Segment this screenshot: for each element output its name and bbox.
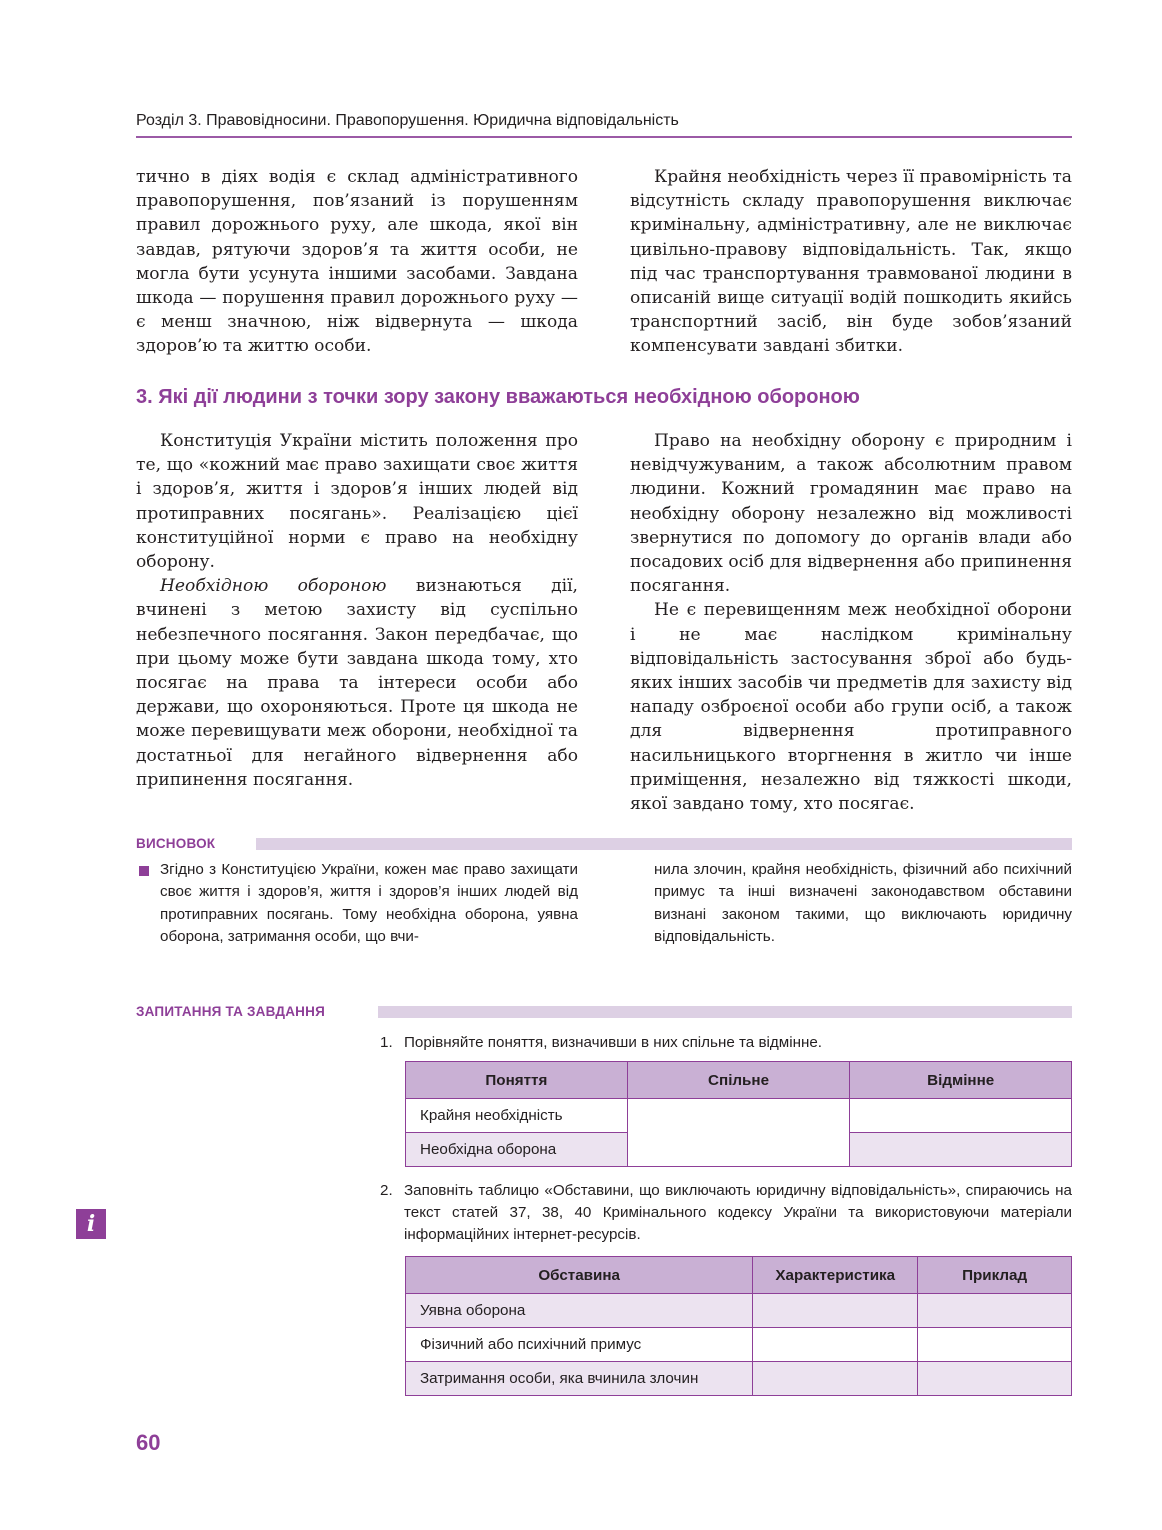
circumstance-cell: Фізичний або психічний примус [406,1328,753,1362]
intro-right-text: Крайня необхідність через її правомірність та відсутність складу правопорушення виключає кримінальну, адміністративну, але не виключає цивільно-правову відповідальність. Так, якщо під час транспортування травмованої людини в описаній вище ситуації водій пошкодить якийсь транспортний засіб, він буде зобов’язаний компенсувати завдані збитки. [630,167,1072,357]
table-header-cell: Характеристика [753,1257,918,1294]
term-necessary-defense: Необхідною обороною [160,576,387,597]
circumstance-cell: Затримання особи, яка вчинила злочин [406,1362,753,1396]
task-2-number: 2. [380,1182,393,1199]
conclusion-left-paragraph: Згідно з Конституцією України, кожен має право захищати своє життя і здоров’я, життя і здоров’я інших людей від протиправних посягань. Тому необхідна оборона, уявна оборона, затримання особи, що вчи- [160,861,578,945]
page-number: 60 [136,1430,161,1455]
table-row [406,1099,1072,1133]
task-1-number: 1. [380,1034,393,1051]
table-header-row [406,1257,1072,1294]
concept-cell: Крайня необхідність [406,1099,628,1133]
table-header-cell: Приклад [918,1257,1072,1294]
section-left-paragraph-2 [136,574,578,792]
intro-left-column [136,165,578,359]
table-header-cell: Поняття [406,1062,628,1099]
bullet-square-icon [139,866,149,876]
difference-cell[interactable] [850,1133,1072,1167]
questions-label: ЗАПИТАННЯ ТА ЗАВДАННЯ [136,1004,325,1019]
characteristic-cell[interactable] [753,1362,918,1396]
section-right-paragraph-1: Право на необхідну оборону є природним і невідчужуваним, а також абсолютним правом людини. Кожний громадянин має право на необхідну оборону незалежно від можливості звернутися по допомогу до органів влади або посадових осіб для відвернення або припинення посягання. [630,431,1072,597]
task-2-text: Заповніть таблицю «Обставини, що виключають юридичну відповідальність», спираючись на текст статей 37, 38, 40 Кримінального кодексу України та використовуючи матеріали інформаційних інтернет-ресурсів. [404,1182,1072,1243]
task-2 [380,1180,1072,1248]
circumstance-cell: Уявна оборона [406,1294,753,1328]
concept-cell: Необхідна оборона [406,1133,628,1167]
table-header-cell: Обставина [406,1257,753,1294]
intro-right-column [630,165,1072,359]
section-left-column [136,429,578,792]
header-rule [136,136,1072,138]
task-1-text: Порівняйте поняття, визначивши в них спільне та відмінне. [404,1034,823,1051]
info-icon[interactable]: i [76,1209,106,1239]
common-cell[interactable] [627,1099,850,1167]
table-header-cell: Відмінне [850,1062,1072,1099]
example-cell[interactable] [918,1362,1072,1396]
conclusion-right-paragraph: нила злочин, крайня необхідність, фізичний або психічний примус та інші визначені законодавством обставини визнані законом такими, що виключають юридичну відповідальність. [654,861,1072,945]
section-left-paragraph-1: Конституція України містить положення про те, що «кожний має право захищати своє життя і здоров’я, життя і здоров’я інших людей від протиправних посягань». Реалізацією цієї конституційної норми є право на необхідну оборону. [136,431,578,573]
table-header-row [406,1062,1072,1099]
table-row [406,1362,1072,1396]
table-row [406,1328,1072,1362]
section-left-paragraph-2-rest: визнаються дії, вчинені з метою захисту від суспільно небезпечного посягання. Закон передбачає, що при цьому може бути завдана шкода тому, хто посягає на права та інтереси особи або держави, що охороняються. Проте ця шкода не може перевищувати меж оборони, необхідної та достатньої для негайного відвернення або припинення посягання. [136,576,578,790]
conclusion-right-text [654,859,1072,948]
circumstances-table [405,1256,1072,1396]
section-right-paragraph-2: Не є перевищенням меж необхідної оборони і не має наслідком кримінальну відповідальність застосування зброї або будь-яких інших засобів чи предметів для захисту від нападу озброєної особи або групи осіб, а також для відвернення протиправного насильницького вторгнення в житло чи інше приміщення, незалежно від тяжкості шкоди, якої завдано тому, хто посягає. [630,600,1072,815]
difference-cell[interactable] [850,1099,1072,1133]
running-header: Розділ 3. Правовідносини. Правопорушення. Юридична відповідальність [136,112,679,129]
task-1 [380,1032,1072,1056]
section-right-column [630,429,1072,816]
conclusion-label: ВИСНОВОК [136,836,216,851]
characteristic-cell[interactable] [753,1328,918,1362]
conclusion-bar [256,838,1072,850]
conclusion-left-text [160,859,578,948]
intro-left-text: тично в діях водія є склад адміністративного правопорушення, пов’язаний із порушенням правил дорожнього руху, але шкода, якої він завдав, рятуючи здоров’я та життя особи, не могла бути усунута іншими засобами. Завдана шкода — порушення правил дорожнього руху — є менш значною, ніж відвернута — шкода здоров’ю та життю особи. [136,167,578,357]
example-cell[interactable] [918,1294,1072,1328]
questions-bar [378,1006,1072,1018]
table-header-cell: Спільне [627,1062,850,1099]
comparison-table [405,1061,1072,1167]
table-row [406,1294,1072,1328]
characteristic-cell[interactable] [753,1294,918,1328]
section-heading: 3. Які дії людини з точки зору закону вважаються необхідною обороною [136,386,860,408]
example-cell[interactable] [918,1328,1072,1362]
